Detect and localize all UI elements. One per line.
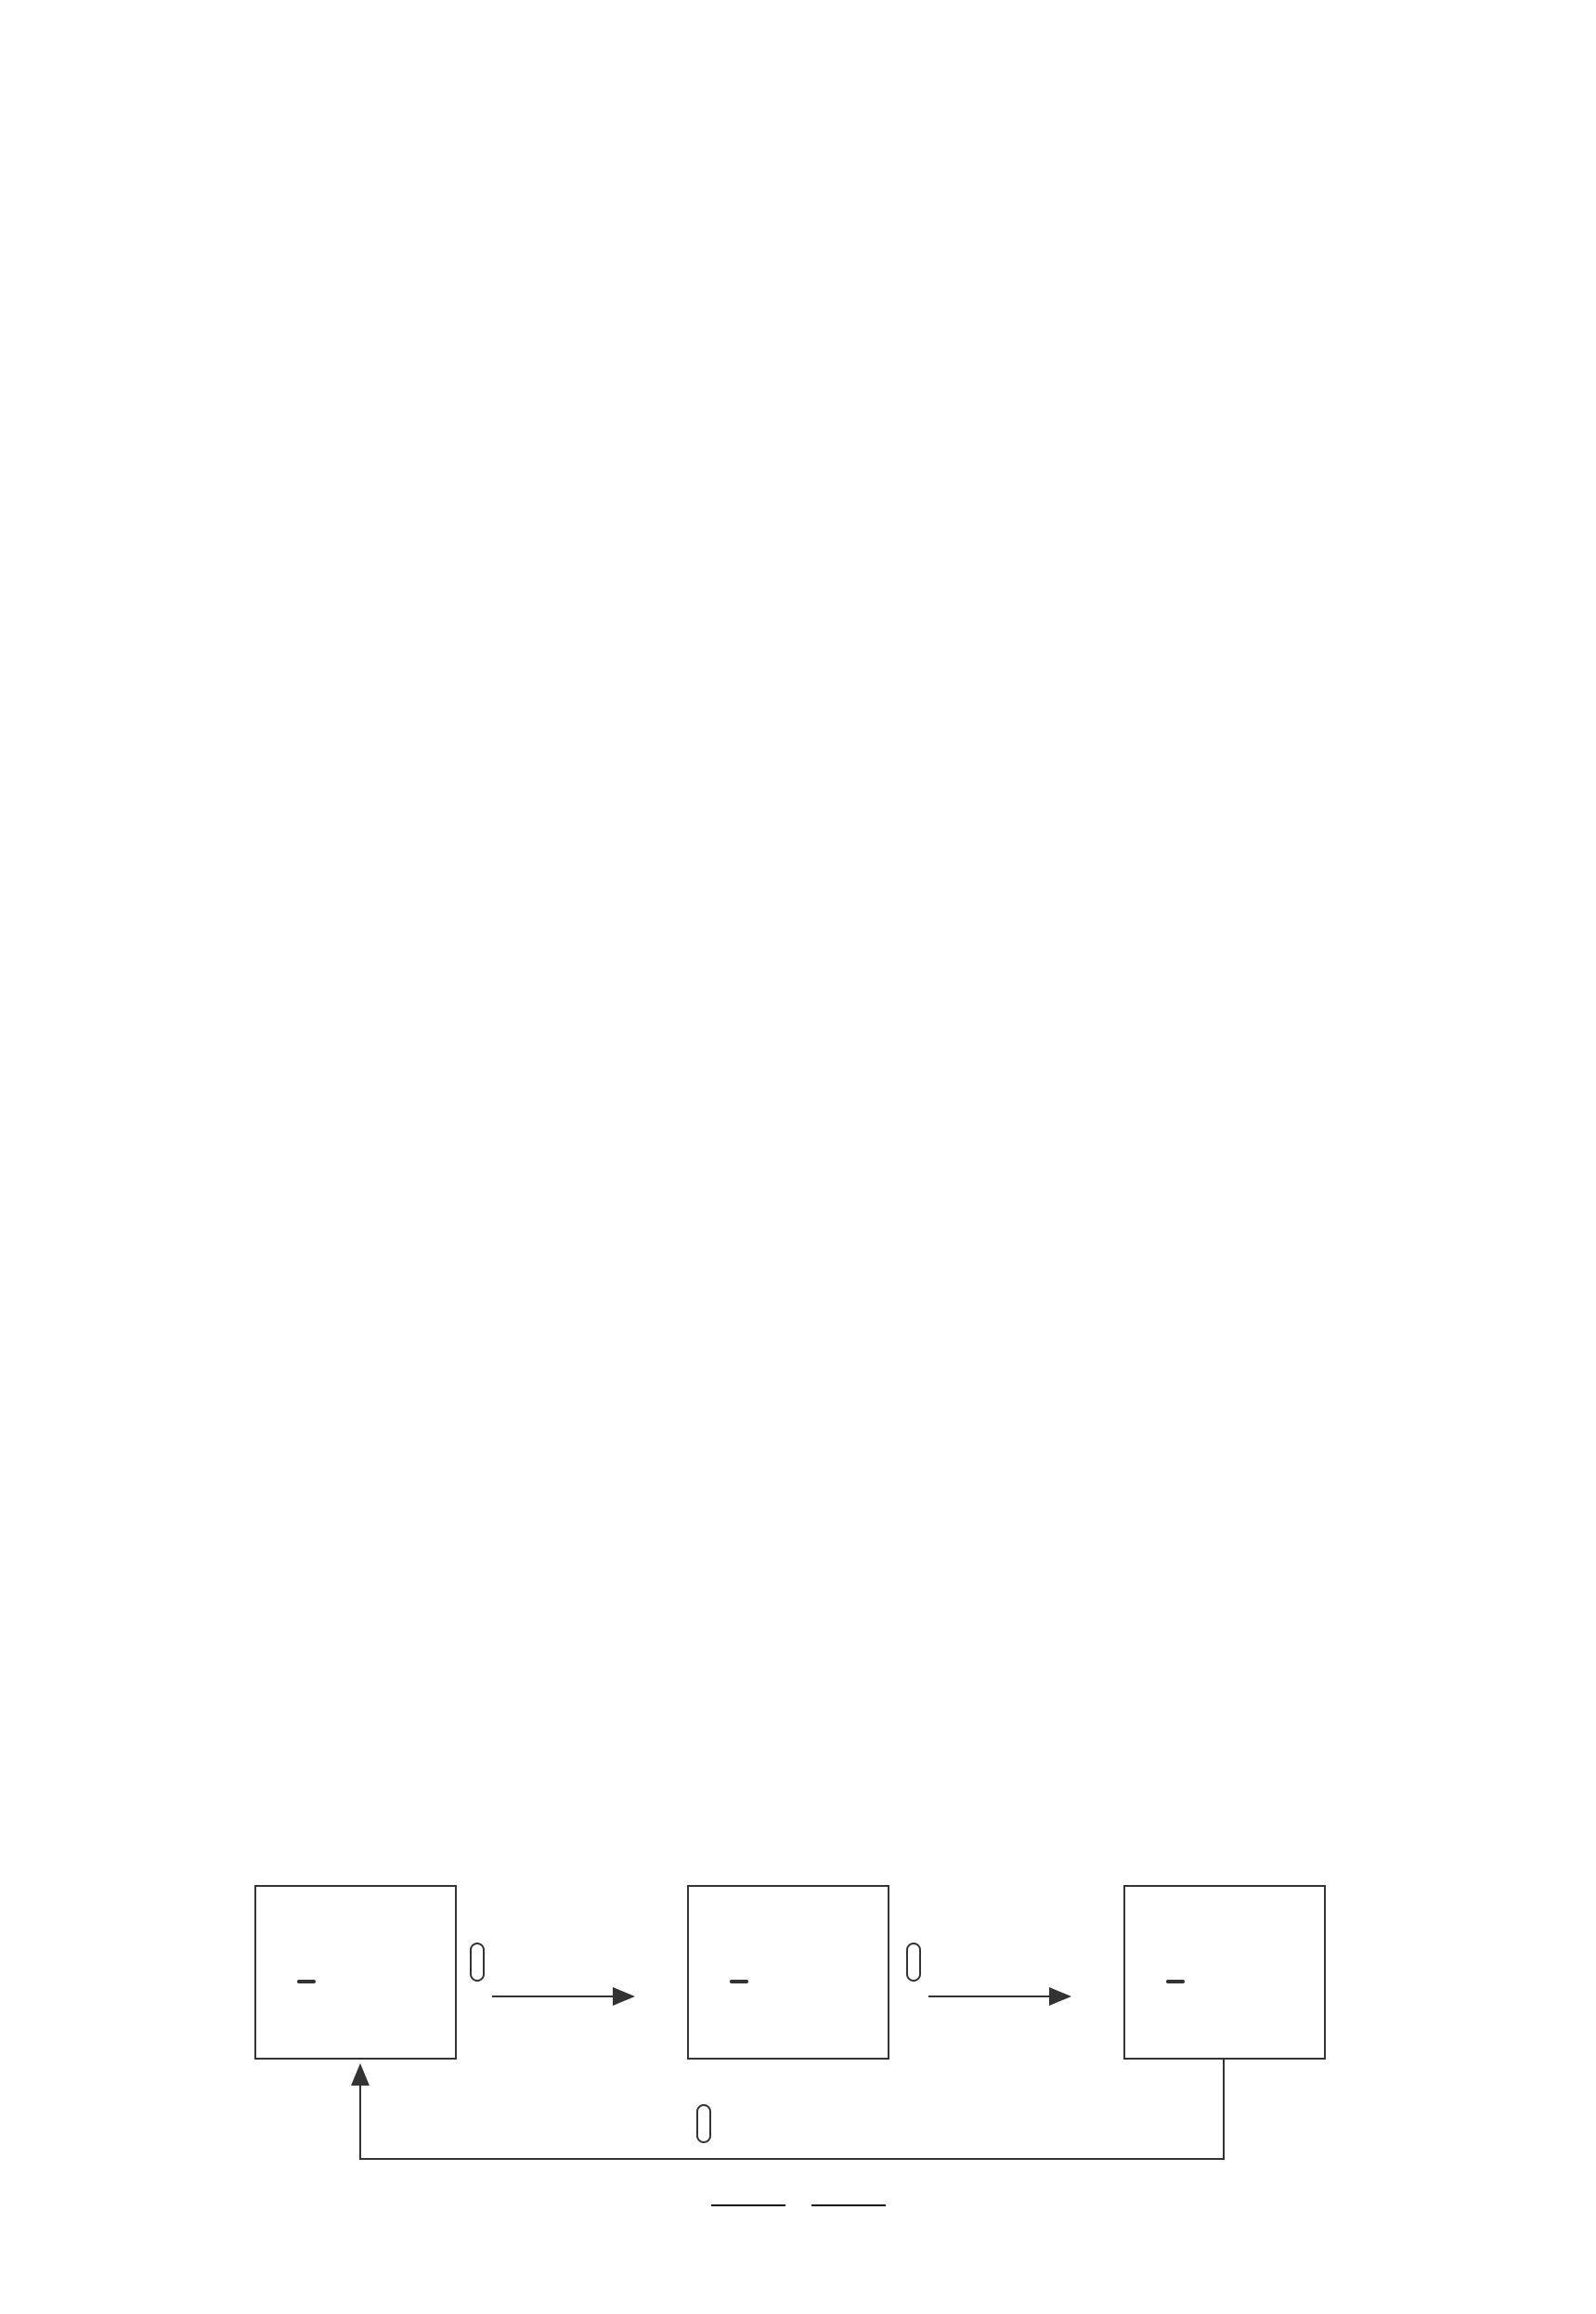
state-box-3: [1123, 1885, 1326, 2060]
keys-intro-line: [111, 474, 1486, 564]
split-wash-button: [297, 1980, 316, 1983]
split-wash-button: [730, 1980, 748, 1983]
footer-rule: [711, 2204, 785, 2206]
press-label-3-to-1: [696, 2106, 711, 2141]
footer-rule: [811, 2204, 886, 2206]
state-box-2: [687, 1885, 889, 2060]
press-label-2-to-3: [906, 1944, 921, 1980]
press-label-1-to-2: [470, 1944, 485, 1980]
arrow-3-to-1: [360, 2058, 1224, 2159]
page-footer: [0, 2182, 1596, 2223]
state-box-1: [254, 1885, 457, 2060]
display-paragraph-line-1: [111, 340, 1486, 392]
split-wash-button: [1166, 1980, 1185, 1983]
